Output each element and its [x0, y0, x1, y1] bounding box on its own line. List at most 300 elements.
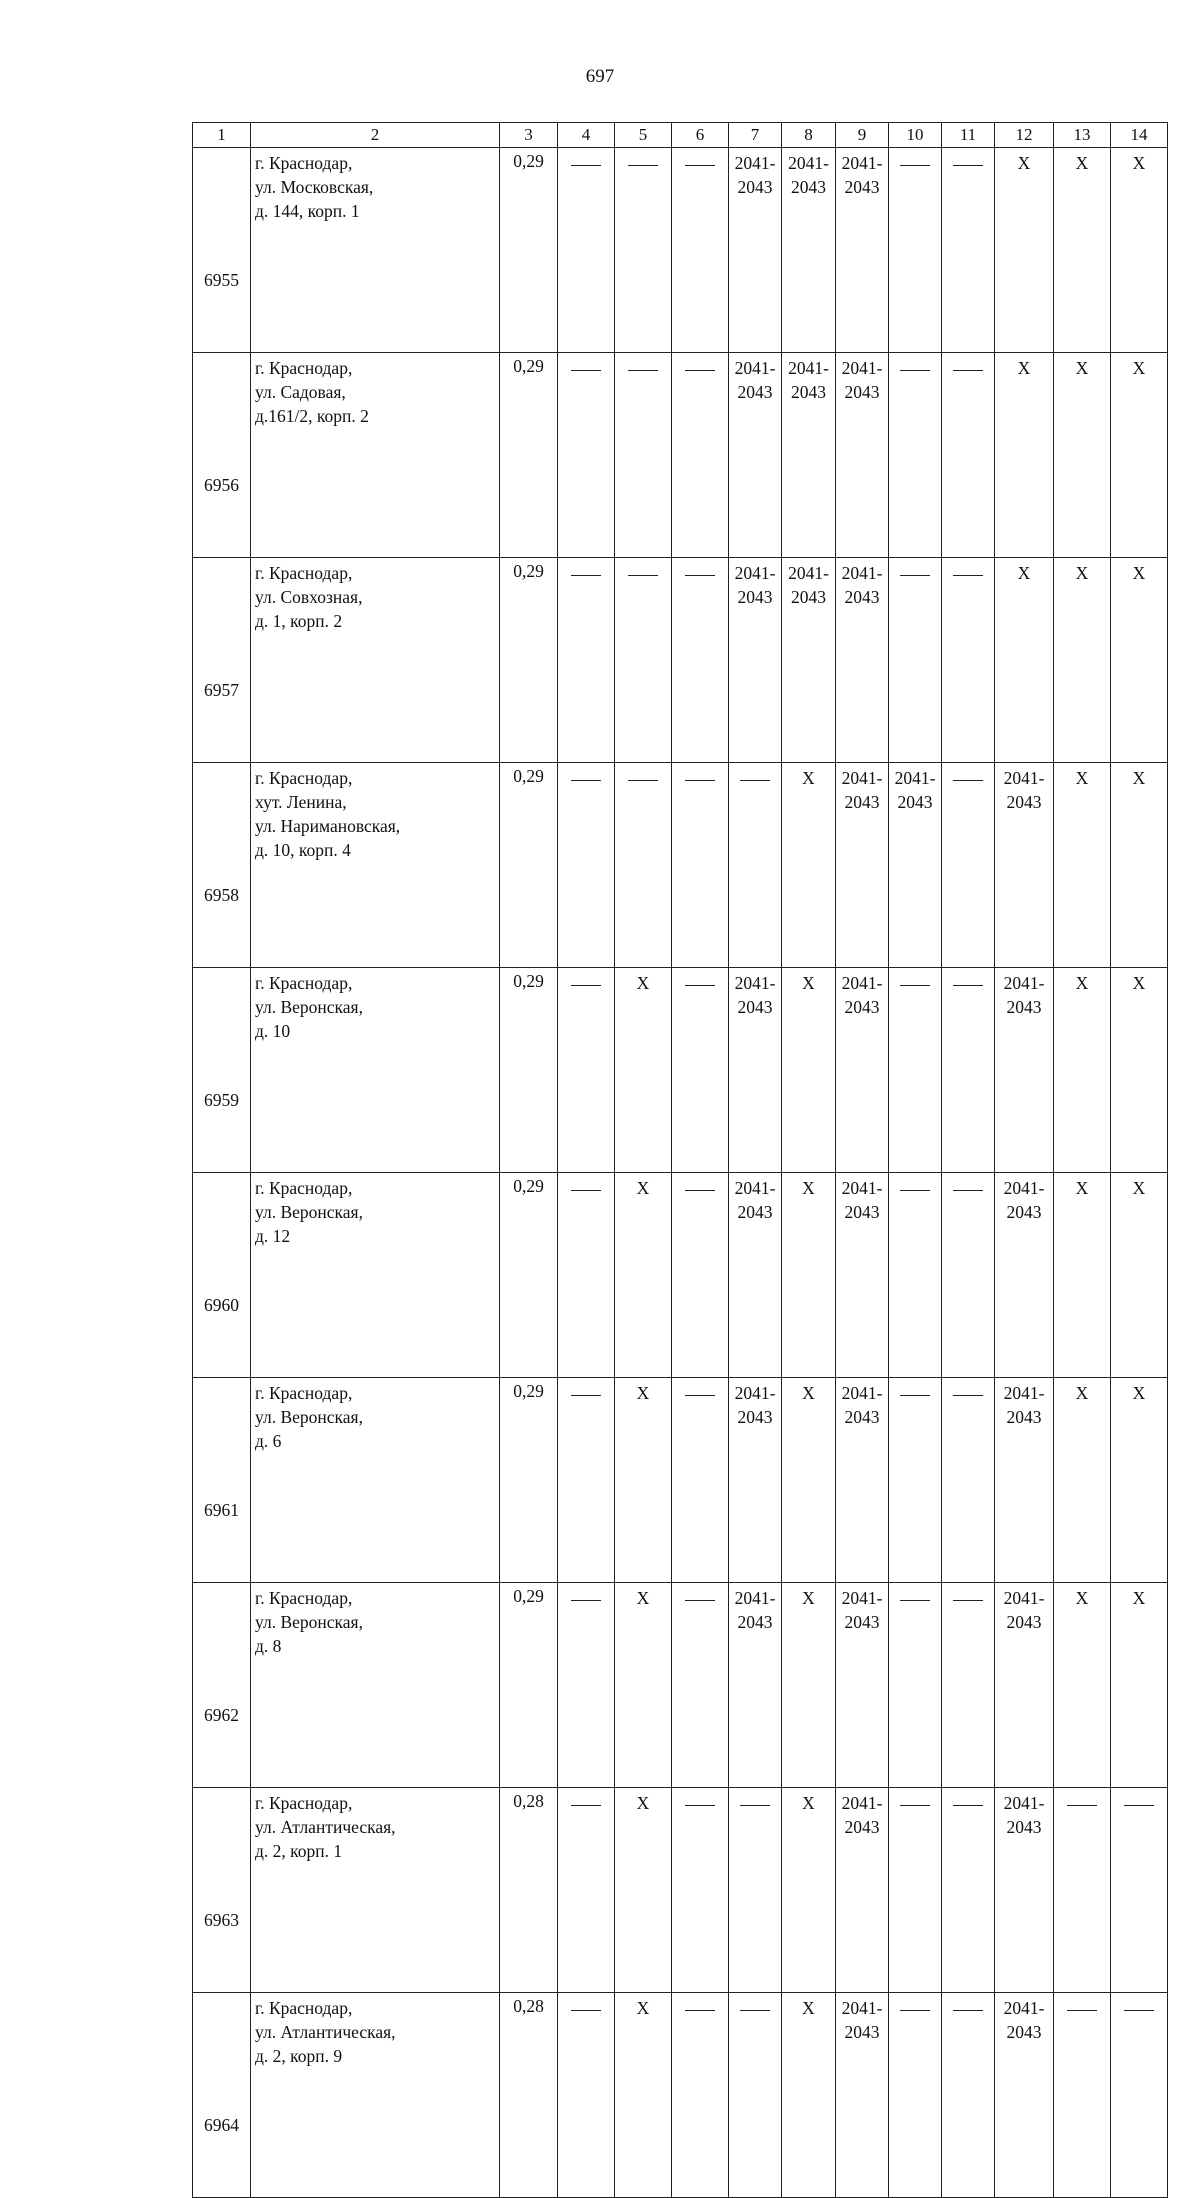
dash-cell: [942, 763, 995, 968]
row-number: 6960: [193, 1173, 251, 1378]
table-row: [193, 1173, 1168, 1378]
year-range-cell: [836, 1788, 889, 1993]
x-mark: X: [636, 1178, 650, 1198]
dash-cell: [558, 1993, 615, 2198]
x-mark: X: [802, 768, 815, 788]
dash-mark: [953, 1395, 983, 1396]
dash-mark: [685, 575, 715, 576]
dash-mark: [628, 165, 658, 166]
address-line: д. 2, корп. 1: [255, 1841, 343, 1861]
address-line: д. 1, корп. 2: [255, 611, 343, 631]
value-cell: 0,28: [500, 1788, 558, 1993]
year-start: 2041-: [841, 973, 883, 993]
address-line: г. Краснодар,: [255, 1383, 353, 1403]
address-line: г. Краснодар,: [255, 768, 353, 788]
year-end: 2043: [1006, 997, 1042, 1017]
row-number: 6961: [193, 1378, 251, 1583]
dash-cell: [1111, 1993, 1168, 2198]
year-end: 2043: [844, 587, 880, 607]
column-number: 11: [942, 123, 995, 148]
dash-mark: [1124, 2010, 1154, 2011]
dash-cell: [558, 1173, 615, 1378]
address-cell: [251, 1788, 500, 1993]
year-start: 2041-: [841, 1588, 883, 1608]
x-mark: X: [636, 1998, 650, 2018]
year-range-cell: [836, 558, 889, 763]
x-cell: [995, 148, 1054, 353]
table-row: [193, 763, 1168, 968]
column-number: 5: [615, 123, 672, 148]
x-mark: X: [1017, 563, 1031, 583]
dash-mark: [628, 370, 658, 371]
year-end: 2043: [791, 177, 826, 197]
year-end: 2043: [897, 792, 933, 812]
x-cell: [1111, 1583, 1168, 1788]
dash-cell: [672, 763, 729, 968]
year-range-cell: [729, 353, 782, 558]
year-start: 2041-: [1003, 973, 1045, 993]
address-line: г. Краснодар,: [255, 1178, 353, 1198]
dash-cell: [729, 1993, 782, 2198]
dash-mark: [685, 2010, 715, 2011]
dash-cell: [615, 353, 672, 558]
year-end: 2043: [737, 997, 773, 1017]
dash-mark: [571, 1190, 601, 1191]
x-mark: X: [636, 1383, 650, 1403]
x-cell: [1111, 353, 1168, 558]
year-range-cell: [995, 763, 1054, 968]
year-start: 2041-: [1003, 1383, 1045, 1403]
x-mark: X: [636, 973, 650, 993]
dash-mark: [685, 1805, 715, 1806]
row-number: 6958: [193, 763, 251, 968]
dash-mark: [685, 780, 715, 781]
dash-cell: [942, 1173, 995, 1378]
address-cell: [251, 558, 500, 763]
x-cell: [1111, 558, 1168, 763]
address-line: д. 2, корп. 9: [255, 2046, 343, 2066]
dash-cell: [672, 148, 729, 353]
x-mark: X: [1132, 768, 1146, 788]
dash-cell: [942, 1583, 995, 1788]
dash-cell: [889, 1378, 942, 1583]
table-row: [193, 1993, 1168, 2198]
dash-mark: [571, 575, 601, 576]
year-start: 2041-: [1003, 1793, 1045, 1813]
x-cell: [1054, 1173, 1111, 1378]
year-start: 2041-: [788, 358, 829, 378]
year-start: 2041-: [841, 1383, 883, 1403]
year-end: 2043: [737, 1202, 773, 1222]
row-number: 6963: [193, 1788, 251, 1993]
x-mark: X: [802, 1793, 815, 1813]
year-range-cell: [729, 968, 782, 1173]
dash-mark: [685, 370, 715, 371]
x-cell: [782, 968, 836, 1173]
dash-cell: [558, 763, 615, 968]
dash-mark: [740, 780, 770, 781]
x-mark: X: [1075, 563, 1089, 583]
dash-cell: [889, 1993, 942, 2198]
address-line: д.161/2, корп. 2: [255, 406, 369, 426]
x-cell: [1054, 763, 1111, 968]
year-end: 2043: [1006, 792, 1042, 812]
dash-cell: [672, 558, 729, 763]
year-range-cell: [836, 1173, 889, 1378]
dash-mark: [953, 1805, 983, 1806]
dash-cell: [558, 148, 615, 353]
year-end: 2043: [791, 382, 826, 402]
year-start: 2041-: [734, 563, 776, 583]
year-range-cell: [782, 148, 836, 353]
year-range-cell: [729, 148, 782, 353]
dash-cell: [729, 1788, 782, 1993]
address-cell: [251, 148, 500, 353]
column-number: 3: [500, 123, 558, 148]
address-cell: [251, 763, 500, 968]
year-range-cell: [995, 1378, 1054, 1583]
x-cell: [615, 1583, 672, 1788]
year-start: 2041-: [1003, 1178, 1045, 1198]
dash-mark: [685, 165, 715, 166]
year-start: 2041-: [841, 563, 883, 583]
x-mark: X: [1075, 1383, 1089, 1403]
year-end: 2043: [737, 1612, 773, 1632]
x-mark: X: [1132, 973, 1146, 993]
dash-cell: [889, 968, 942, 1173]
dash-mark: [900, 1600, 930, 1601]
year-start: 2041-: [841, 153, 883, 173]
dash-cell: [942, 1378, 995, 1583]
address-line: г. Краснодар,: [255, 973, 353, 993]
dash-mark: [953, 985, 983, 986]
dash-mark: [953, 575, 983, 576]
dash-mark: [900, 165, 930, 166]
address-line: ул. Веронская,: [255, 1202, 363, 1222]
x-cell: [1111, 763, 1168, 968]
year-start: 2041-: [734, 973, 776, 993]
dash-mark: [900, 1395, 930, 1396]
registry-table: [192, 122, 1168, 2198]
year-end: 2043: [737, 177, 773, 197]
dash-cell: [672, 968, 729, 1173]
column-number: 6: [672, 123, 729, 148]
column-number: 7: [729, 123, 782, 148]
x-mark: X: [1075, 973, 1089, 993]
dash-cell: [942, 148, 995, 353]
x-cell: [782, 1378, 836, 1583]
x-cell: [615, 1788, 672, 1993]
dash-cell: [942, 558, 995, 763]
dash-mark: [571, 985, 601, 986]
dash-cell: [1054, 1788, 1111, 1993]
year-end: 2043: [1006, 1612, 1042, 1632]
dash-cell: [672, 353, 729, 558]
x-cell: [1054, 148, 1111, 353]
x-mark: X: [802, 973, 815, 993]
x-mark: X: [1017, 358, 1031, 378]
address-cell: [251, 1583, 500, 1788]
year-end: 2043: [844, 1817, 880, 1837]
column-number: 14: [1111, 123, 1168, 148]
value-cell: 0,29: [500, 148, 558, 353]
address-line: г. Краснодар,: [255, 1998, 353, 2018]
x-mark: X: [1075, 768, 1089, 788]
x-cell: [782, 1173, 836, 1378]
x-cell: [615, 1173, 672, 1378]
address-line: ул. Московская,: [255, 177, 374, 197]
year-end: 2043: [844, 1612, 880, 1632]
year-range-cell: [836, 968, 889, 1173]
address-cell: [251, 1378, 500, 1583]
table-row: [193, 1788, 1168, 1993]
row-number: 6957: [193, 558, 251, 763]
value-cell: 0,29: [500, 1378, 558, 1583]
dash-mark: [685, 1190, 715, 1191]
x-cell: [1054, 1583, 1111, 1788]
year-end: 2043: [791, 587, 826, 607]
dash-cell: [558, 1788, 615, 1993]
x-cell: [1054, 353, 1111, 558]
table-row: [193, 148, 1168, 353]
dash-mark: [900, 575, 930, 576]
table-row: [193, 968, 1168, 1173]
x-mark: X: [1132, 153, 1146, 173]
dash-mark: [900, 1805, 930, 1806]
x-mark: X: [636, 1588, 650, 1608]
dash-cell: [889, 148, 942, 353]
year-start: 2041-: [841, 1178, 883, 1198]
x-cell: [995, 558, 1054, 763]
x-mark: X: [1075, 1588, 1089, 1608]
dash-mark: [900, 370, 930, 371]
dash-cell: [615, 763, 672, 968]
x-cell: [782, 1583, 836, 1788]
x-mark: X: [1075, 153, 1089, 173]
year-range-cell: [995, 1583, 1054, 1788]
dash-cell: [729, 763, 782, 968]
year-end: 2043: [844, 1407, 880, 1427]
year-start: 2041-: [841, 768, 883, 788]
x-cell: [1111, 148, 1168, 353]
x-mark: X: [802, 1383, 815, 1403]
dash-cell: [615, 148, 672, 353]
address-line: г. Краснодар,: [255, 358, 353, 378]
year-end: 2043: [844, 1202, 880, 1222]
value-cell: 0,29: [500, 353, 558, 558]
address-line: д. 10, корп. 4: [255, 840, 351, 860]
year-start: 2041-: [1003, 768, 1045, 788]
dash-cell: [672, 1993, 729, 2198]
value-cell: 0,29: [500, 558, 558, 763]
dash-cell: [889, 1583, 942, 1788]
year-range-cell: [836, 1583, 889, 1788]
year-start: 2041-: [734, 1383, 776, 1403]
dash-mark: [571, 370, 601, 371]
year-start: 2041-: [1003, 1998, 1045, 2018]
address-line: г. Краснодар,: [255, 1793, 353, 1813]
year-start: 2041-: [788, 563, 829, 583]
year-end: 2043: [1006, 2022, 1042, 2042]
year-range-cell: [889, 763, 942, 968]
year-range-cell: [729, 558, 782, 763]
dash-mark: [740, 2010, 770, 2011]
dash-mark: [953, 780, 983, 781]
year-range-cell: [836, 353, 889, 558]
year-range-cell: [836, 1993, 889, 2198]
dash-mark: [1067, 2010, 1097, 2011]
year-range-cell: [729, 1378, 782, 1583]
x-mark: X: [1017, 153, 1031, 173]
year-end: 2043: [737, 1407, 773, 1427]
address-cell: [251, 1993, 500, 2198]
year-start: 2041-: [734, 1588, 776, 1608]
address-line: хут. Ленина,: [255, 792, 347, 812]
address-line: г. Краснодар,: [255, 1588, 353, 1608]
year-range-cell: [995, 1993, 1054, 2198]
dash-mark: [628, 780, 658, 781]
year-start: 2041-: [894, 768, 936, 788]
x-mark: X: [802, 1588, 815, 1608]
x-cell: [782, 1788, 836, 1993]
dash-mark: [1124, 1805, 1154, 1806]
x-cell: [995, 353, 1054, 558]
dash-mark: [685, 1395, 715, 1396]
x-cell: [1111, 968, 1168, 1173]
year-start: 2041-: [734, 1178, 776, 1198]
dash-mark: [571, 1395, 601, 1396]
address-line: д. 10: [255, 1021, 291, 1041]
x-mark: X: [802, 1998, 815, 2018]
dash-mark: [1067, 1805, 1097, 1806]
x-mark: X: [1075, 1178, 1089, 1198]
dash-mark: [571, 1805, 601, 1806]
dash-cell: [942, 353, 995, 558]
x-cell: [782, 1993, 836, 2198]
dash-cell: [558, 353, 615, 558]
year-range-cell: [729, 1173, 782, 1378]
year-range-cell: [836, 148, 889, 353]
column-number: 8: [782, 123, 836, 148]
dash-mark: [571, 1600, 601, 1601]
table-row: [193, 558, 1168, 763]
dash-mark: [685, 985, 715, 986]
year-end: 2043: [844, 177, 880, 197]
x-cell: [1054, 1378, 1111, 1583]
year-start: 2041-: [1003, 1588, 1045, 1608]
address-line: ул. Атлантическая,: [255, 2022, 396, 2042]
column-number: 10: [889, 123, 942, 148]
year-end: 2043: [737, 382, 773, 402]
address-line: г. Краснодар,: [255, 153, 353, 173]
dash-cell: [942, 1788, 995, 1993]
row-number: 6959: [193, 968, 251, 1173]
year-start: 2041-: [841, 358, 883, 378]
x-mark: X: [1132, 1178, 1146, 1198]
x-cell: [615, 1378, 672, 1583]
dash-mark: [628, 575, 658, 576]
address-line: ул. Веронская,: [255, 1612, 363, 1632]
year-end: 2043: [844, 997, 880, 1017]
x-cell: [1111, 1378, 1168, 1583]
year-end: 2043: [1006, 1202, 1042, 1222]
year-range-cell: [836, 1378, 889, 1583]
dash-mark: [953, 1190, 983, 1191]
column-number: 13: [1054, 123, 1111, 148]
address-line: д. 8: [255, 1636, 282, 1656]
address-line: ул. Атлантическая,: [255, 1817, 396, 1837]
column-number: 1: [193, 123, 251, 148]
dash-mark: [900, 1190, 930, 1191]
address-line: д. 144, корп. 1: [255, 201, 360, 221]
dash-cell: [558, 558, 615, 763]
address-line: ул. Садовая,: [255, 382, 346, 402]
x-mark: X: [1132, 1383, 1146, 1403]
dash-mark: [571, 780, 601, 781]
year-range-cell: [836, 763, 889, 968]
dash-cell: [558, 1583, 615, 1788]
x-cell: [1111, 1173, 1168, 1378]
address-line: д. 6: [255, 1431, 282, 1451]
year-end: 2043: [844, 382, 880, 402]
year-end: 2043: [844, 792, 880, 812]
column-number: 12: [995, 123, 1054, 148]
year-start: 2041-: [841, 1998, 883, 2018]
column-number: 9: [836, 123, 889, 148]
dash-cell: [889, 558, 942, 763]
table-row: [193, 1378, 1168, 1583]
dash-cell: [1111, 1788, 1168, 1993]
dash-cell: [672, 1583, 729, 1788]
address-line: ул. Веронская,: [255, 1407, 363, 1427]
table-row: [193, 353, 1168, 558]
row-number: 6955: [193, 148, 251, 353]
x-mark: X: [636, 1793, 650, 1813]
dash-cell: [672, 1788, 729, 1993]
column-number: 4: [558, 123, 615, 148]
dash-mark: [953, 165, 983, 166]
dash-cell: [615, 558, 672, 763]
dash-mark: [571, 2010, 601, 2011]
dash-mark: [953, 2010, 983, 2011]
column-number: 2: [251, 123, 500, 148]
table-row: [193, 1583, 1168, 1788]
year-start: 2041-: [734, 358, 776, 378]
address-cell: [251, 353, 500, 558]
year-end: 2043: [1006, 1817, 1042, 1837]
dash-cell: [942, 968, 995, 1173]
page-number: 697: [585, 66, 615, 87]
dash-mark: [900, 985, 930, 986]
x-mark: X: [802, 1178, 815, 1198]
dash-cell: [558, 1378, 615, 1583]
dash-cell: [889, 353, 942, 558]
year-start: 2041-: [734, 153, 776, 173]
value-cell: 0,29: [500, 1583, 558, 1788]
row-number: 6956: [193, 353, 251, 558]
year-range-cell: [995, 968, 1054, 1173]
year-range-cell: [729, 1583, 782, 1788]
x-mark: X: [1132, 358, 1146, 378]
address-line: ул. Веронская,: [255, 997, 363, 1017]
row-number: 6962: [193, 1583, 251, 1788]
dash-cell: [1054, 1993, 1111, 2198]
x-cell: [615, 1993, 672, 2198]
dash-cell: [889, 1173, 942, 1378]
year-start: 2041-: [788, 153, 829, 173]
address-line: д. 12: [255, 1226, 291, 1246]
address-line: ул. Наримановская,: [255, 816, 401, 836]
